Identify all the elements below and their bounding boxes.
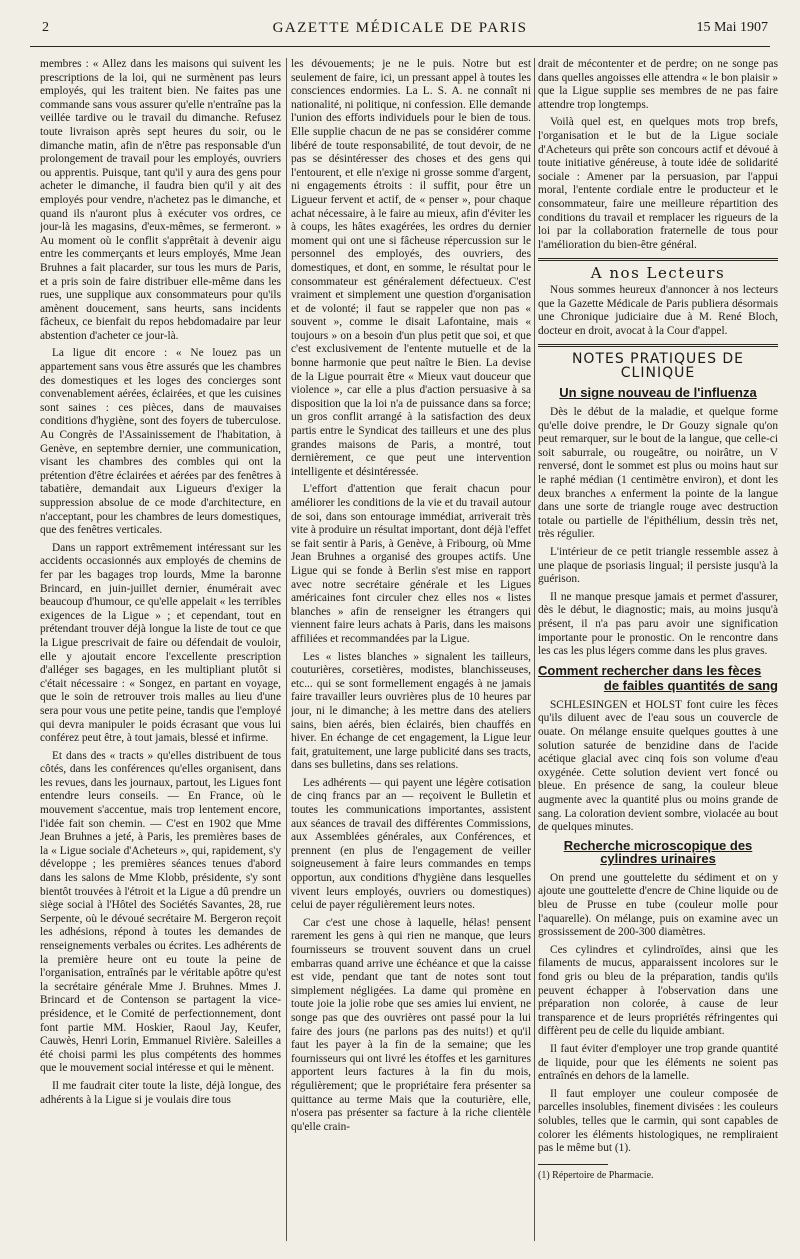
journal-title: GAZETTE MÉDICALE DE PARIS (272, 20, 528, 36)
paragraph: les dévouements; je ne le puis. Notre but est seulement de faire, ici, un pressant appel à toutes les consciences endormies. La L. S. A. ne connaît ni nationalité, ni politique, ni confession. Elle demande l'union des efforts individuels pour le bien de tous. Elle supplie chacun de ne pas se considérer comme libéré de toute responsabilité, de tout devoir, de ne pas se désintéresser des choses et des gens qui l'entourent, et elle n'exige ni grosse somme d'argent, ni engagements étroits : il suffit, pour être un Ligueur fervent et actif, de « penser », pour chaque achat nécessaire, à le faire au mieux, afin d'éviter les à coups, les hâtes exagérées, les ordres du dernier moment qui ont une si fâcheuse répercussion sur le personnel des employés, des ouvriers, des domestiques, et dont, en somme, le résultat pour le consommateur est généralement défectueux. C'est vraiment et simplement une question d'organisation et de volonté; il faut se rappeler que non pas « souvent », comme le disait Lafontaine, mais « toujours » on a besoin d'un plus petit que soi, et que c'est exclusivement de l'entente mutuelle et de la bonne harmonie que peut naître le Bien. La devise de la Ligue pourrait être « Mieux vaut douceur que violence », car elle a plus d'action persuasive à sa disposition que la loi n'a de puissance dans sa force; un gros conflit arrangé à la satisfaction des deux partis entre le Syndicat des tailleurs et une des plus grandes maisons de Paris, a montré, tout dernièrement, ce que peut une intervention intelligente et désintéressée. (291, 58, 531, 478)
paragraph: Et dans des « tracts » qu'elles distribuent de tous côtés, dans les conférences qu'elles organisent, dans les revues, dans les journaux, partout, les Ligues font entendre leurs conseils. — En France, où le mouvement s'accentue, mais trop lentement encore, l'idée fait son chemin. — C'est en 1902 que Mme Jean Bruhnes a jeté, à Paris, les premières bases de la « Ligue sociale d'Acheteurs », qui, rapidement, s'y développe ; les premières séances tenues d'abord dans les salons de Mme Klobb, présidente, s'y sont bientôt trouvées à l'étroit et la Ligue a dû prendre un siège social à l'Hôtel des Sociétés Savantes, 28, rue Serpente, où le dévoué secrétaire M. Bergeron reçoit les adhésions, répond à toutes les demandes de renseignements verbales ou écrites. Les adhérents de la première heure ont eu toute la peine de l'organisation, entraînés par le véritable apôtre qu'est la secrétaire générale Mme J. Bruhnes. Mmes J. Brincard et de Contenson se partagent la vice-présidence, et le Comité de perfectionnement, dont font partie MM. Hoskier, Raoul Jay, Keufer, Cauwès, Henri Lorin, Emmanuel Rivière. Saleilles a été choisi parmi les plus compétents des hommes que le mouvement social intéresse et qui le mènent. (40, 749, 281, 1075)
article-title (538, 386, 778, 400)
page-header (30, 20, 770, 47)
column-middle (291, 58, 531, 1241)
section-divider (538, 258, 778, 261)
notice-title: A nos Lecteurs (590, 264, 726, 283)
paragraph: Ces cylindres et cylindroïdes, ainsi que les filaments de mucus, apparaissent incolores sur le fond gris ou bleu de la préparation, tandis qu'ils peuvent échapper à l'observation dans une préparation non colorée, à cause de leur transparence et de leurs propriétés réfringentes qui diffèrent peu de celle du liquide ambiant. (538, 943, 778, 1038)
column-right (538, 58, 778, 1241)
paragraph: Il faut éviter d'employer une trop grande quantité de liquide, pour que les éléments ne soient pas entraînés en dehors de la lamelle. (538, 1043, 778, 1083)
paragraph: Voilà quel est, en quelques mots trop brefs, l'organisation et le but de la Ligue sociale d'Acheteurs qui prête son concours actif et dévoué à toute initiative généreuse, à toute idée de solidarité sociale : Amener par la persuasion, par l'appui moral, l'entente cordiale entre le producteur et le consommateur, faire une meilleure répartition des conditions du travail et remplacer les rigueurs de la loi par la collaboration fraternelle de tous pour l'amélioration du bien-être général. (538, 116, 778, 251)
column-divider (534, 58, 535, 1241)
paragraph: Car c'est une chose à laquelle, hélas! pensent rarement les gens à qui rien ne manque, que leurs fournisseurs se trouvent souvent dans un cruel embarras quand arrive une échéance et que la caisse est vide, pendant que tant de notes sont tout simplement négligées. La dame qui promène en toute joie la jolie robe que ses amies lui envient, ne songe pas que des ouvrières ont passé pour la lui faire des jours (ne parlons pas des nuits!) et qu'il faut les payer à la fin de la semaine; que les fournisseurs qui ont livré les étoffes et les garnitures apportent leurs factures à la fin du mois, régulièrement; que le propriétaire fera présenter sa quittance au terme Mais que la couturière, elle, n'osera pas présenter sa facture à la riche clientèle qu'elle crain- (291, 916, 531, 1133)
paragraph: Il ne manque presque jamais et permet d'assurer, dès le début, le diagnostic; mais, au moins jusqu'à présent, il n'a pas paru avoir une signification importante pour le pronostic. On le rencontre dans les cas les plus légers comme dans les plus graves. (538, 590, 778, 658)
paragraph: drait de mécontenter et de perdre; on ne songe pas dans quelles angoisses elle attendra « le bon plaisir » que la Ligue supplie ses membres de ne pas faire attendre trop longtemps. (538, 58, 778, 111)
paragraph: Il faut employer une couleur composée de parcelles insolubles, finement divisées : les couleurs solubles, telles que le carmin, qui sont capables de colorer les éléments histologiques, ne rempliraient pas le même but (1). (538, 1087, 778, 1155)
footnote-divider (538, 1164, 608, 1165)
column-divider (286, 58, 287, 1241)
paragraph: Dans un rapport extrêmement intéressant sur les accidents occasionnés aux employés de chemins de fer par les bagages trop lourds, Mme la baronne Brincard, en juin-juillet dernier, énumérait avec beaucoup d'humour, ce qu'elle appelait « les terribles exigences de la Ligue » ; et cependant, tout en prétendant trouver déjà longue la liste de tout ce que la Ligue prescrivait de faire ou défendait de vouloir, elle y ajoutait encore l'excellente prescription d'alléger ses bagages, en les multipliant plutôt si c'était nécessaire : « Songez, en partant en voyage, que le soin de retrouver trois malles au lieu d'une sera pour vous une petite peine, tandis que l'employé qui devra manipuler le poids écrasant que vous lui conférez peut être, à tout jamais, blessé et infirme. (40, 541, 281, 745)
article-title-line: de faibles quantités de sang (603, 677, 778, 693)
section-title: NOTES PRATIQUES DE CLINIQUE (571, 351, 745, 381)
paragraph: Les « listes blanches » signalent les tailleurs, couturières, corsetières, modistes, blanchisseuses, etc... qui se sont formellement engagés à ne jamais faire travailler leurs ouvrières plus de 10 heures par jour, ni le dimanche; à les mettre dans des ateliers sains, bien aérés, bien éclairés, bien chauffés en hiver. En échange de cet engagement, la Ligue leur fait, gratuitement, une large publicité dans ses tracts, dans ses bulletins, dans ses relations. (291, 650, 531, 772)
paragraph: On prend une gouttelette du sédiment et on y ajoute une gouttelette d'encre de Chine liquide ou de bleu de Prusse en tube (couleur molle pour l'aquarelle). On mélange, puis on examine avec un grossissement de 200-300 diamètres. (538, 871, 778, 939)
paragraph: Il me faudrait citer toute la liste, déjà longue, des adhérents à la Ligue si je voulais dire tous (40, 1079, 281, 1106)
paragraph: membres : « Allez dans les maisons qui suivent les prescriptions de la loi, qui ne surmènent pas leurs employés, qui les traitent bien. Ne faites pas une commande sans vous assurer qu'elle n'entraîne pas la veillée tardive ou le travail du dimanche. Refusez toute livraison après sept heures du soir, ou le dimanche matin, afin de n'être pas responsable d'un prolongement de travail pour les employés, ouvriers ou apprentis. Puisque, tant qu'il y aura des gens pour acheter le dimanche, il faudra bien qu'il y ait des employés pour vendre, n'achetez pas le dimanche, et quand ils n'auront plus à exécuter vos ordres, ce jour-là les magasins, d'eux-mêmes, se fermeront. » Au moment où le conflit s'apprêtait à devenir aigu entre les commerçants et leurs employés, Mme Jean Bruhnes a fait placarder, sur tous les murs de Paris, et a pris soin de faire distribuer elle-même dans les rues, une supplique aux consommateurs pour qu'ils amènent doucement, sans heurts, sans incidents fâcheux, ce bienfait du repos hebdomadaire par leur abstention d'acheter ce jour-là. (40, 58, 281, 342)
paragraph: Les adhérents — qui payent une légère cotisation de cinq francs par an — reçoivent le Bulletin et toutes les communications importantes, assistent aux séances de travail des différentes Commissions, aux Assemblées générales, aux Conférences, et prennent (en plus de l'engagement de veiller soigneusement à faire leurs commandes en temps opportun, aux conditions d'hygiène dans lesquelles vivent leurs employés, ouvriers ou domestiques) celui de payer régulièrement leurs notes. (291, 776, 531, 912)
paragraph: Dès le début de la maladie, et quelque forme qu'elle doive prendre, le Dr Gouzy signale qu'on peut remarquer, sur le bout de la langue, que celle-ci soit saburrale, ou rougeâtre, ou noirâtre, un V renversé, dont le sommet est plus ou moins haut sur le raphé médian (1 centimètre environ), et dont les deux branches ʌ enferment la pointe de la langue dans une sorte de triangle rouge avec destruction totale ou partielle de l'épithélium, dessin très net, très régulier. (538, 406, 778, 541)
paragraph: L'intérieur de ce petit triangle ressemble assez à une plaque de psoriasis lingual; il persiste jusqu'à la guérison. (538, 546, 778, 586)
footnote: (1) Répertoire de Pharmacie. (538, 1169, 654, 1181)
paragraph: SCHLESINGEN et HOLST font cuire les fèces qu'ils diluent avec de l'eau sous un couvercle de ouate. On mélange ensuite quelques gouttes à une solution saturée de benzidine dans de l'acide acétique glacial avec cinq fois son volume d'eau oxygénée. Cette solution devient vert foncé ou bleue. En présence de sang, la couleur bleue augmente avec la quantité plus ou moins grande de sang. La coloration devient sombre, violacée au bout de quelques minutes. (538, 698, 778, 834)
paragraph: La ligue dit encore : « Ne louez pas un appartement sans vous être assurés que les chambres des domestiques et les loges des concierges sont convenablement aérées, éclairées, et que les cuisines sont saines : ces pièces, dans de mauvaises conditions d'hygiène, sont des foyers de tuberculose. Au Congrès de l'Assainissement de l'habitation, à Genève, en septembre dernier, une communication, visant les chambres des combles qui ont la prétention d'être éclairées et aérées par des fenêtres à tabatière, demandait aux Ligueurs d'exiger la suppression absolue de ce mode d'architecture, en n'acceptant, pour les chambres de leurs domestiques, que des fenêtres verticales. (40, 347, 281, 537)
column-left (40, 58, 281, 1241)
article-title (538, 839, 778, 866)
issue-date: 15 Mai 1907 (696, 20, 768, 35)
paragraph: L'effort d'attention que ferait chacun pour améliorer les conditions de la vie et du travail autour de soi, dans son entourage immédiat, arriverait très vite à produire un résultat important, dont déjà l'effet se fait sentir à Paris, à Genève, à Fribourg, où Mme Jean Bruhnes a organisé des groupes actifs. Une Ligue qui se fonde à Berlin s'est mise en rapport avec notre secrétaire générale et les Ligues américaines font circuler chez elles nos « listes blanches » afin de renseigner les étrangers qui viennent faire leurs achats à Paris, dans les maisons affiliées et recommandées par la Ligue. (291, 483, 531, 645)
article-title-line: Comment rechercher dans les fèces (538, 662, 762, 678)
page-number: 2 (42, 20, 49, 35)
article-title-text: Un signe nouveau de l'influenza (559, 385, 757, 401)
article-title-text: Recherche microscopique des cylindres urinaires (563, 837, 753, 867)
section-divider (538, 344, 778, 347)
notice-text: Nous sommes heureux d'annoncer à nos lecteurs que la Gazette Médicale de Paris publiera désormais une Chronique judiciaire due à M. René Bloch, docteur en droit, avocat à la Cour d'appel. (538, 283, 778, 337)
article-title (538, 663, 778, 693)
